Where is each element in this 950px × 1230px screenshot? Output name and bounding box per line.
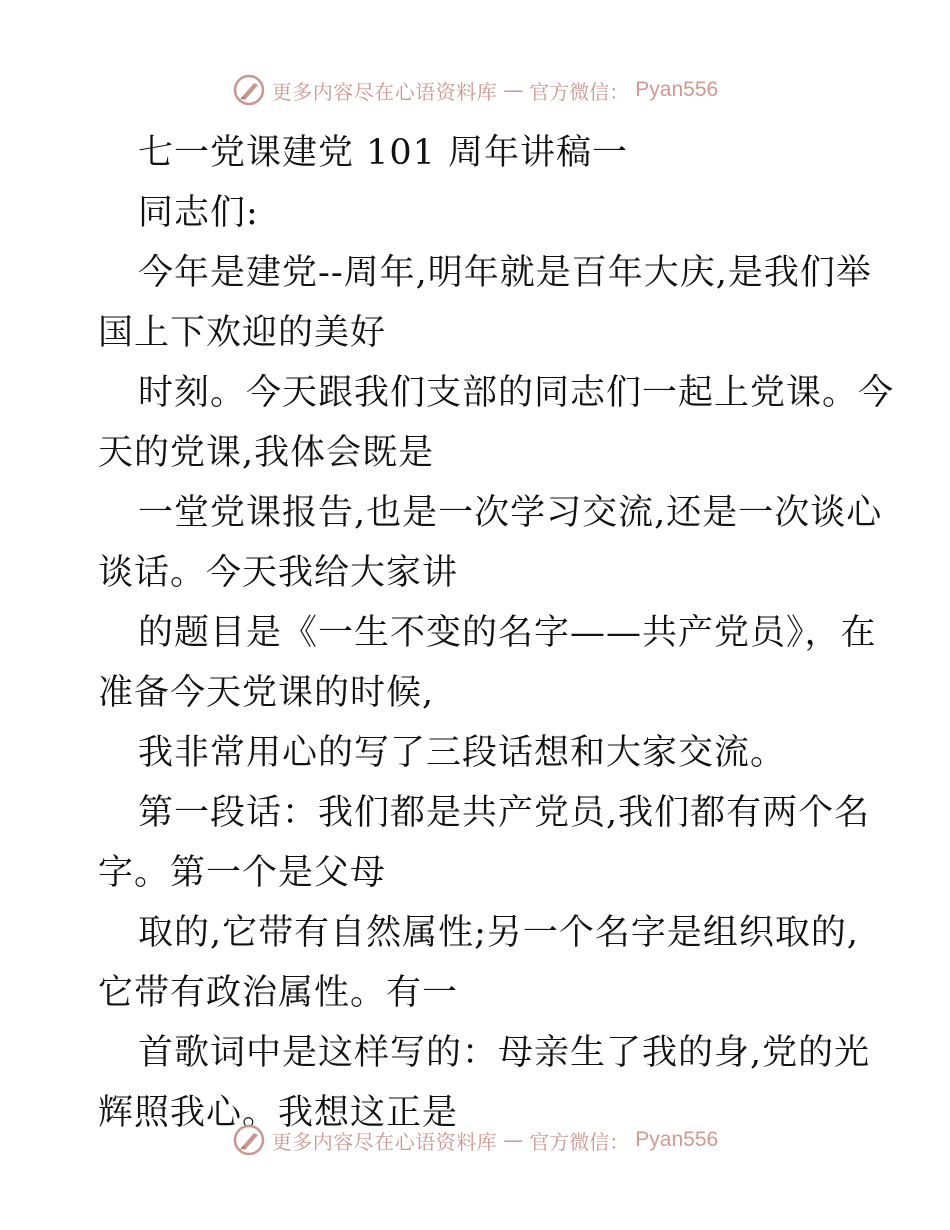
paragraph-line: 首歌词中是这样写的：母亲生了我的身,党的光 [138, 1033, 871, 1073]
paragraph-line: 天的党课,我体会既是 [98, 433, 435, 473]
watermark-wechat-id: Pyan556 [635, 1128, 719, 1151]
watermark-site-text: 更多内容尽在心语资料库 [271, 1129, 498, 1154]
paragraph-line: 字。第一个是父母 [98, 853, 387, 893]
quill-pen-logo-icon [232, 73, 266, 107]
document-title: 七一党课建党 101 周年讲稿一 [138, 133, 629, 173]
footer-watermark [0, 1120, 950, 1160]
quill-pen-logo-icon [232, 1123, 266, 1157]
paragraph-line: 第一段话：我们都是共产党员,我们都有两个名 [138, 793, 871, 833]
paragraph-line: 的题目是《一生不变的名字——共产党员》，在 [138, 613, 877, 653]
paragraph-line: 它带有政治属性。有一 [98, 973, 459, 1013]
watermark-site-text: 更多内容尽在心语资料库 [271, 79, 498, 104]
watermark-official-label: 官方微信： [529, 79, 630, 104]
watermark-separator: — [503, 78, 524, 102]
document-body [98, 123, 895, 1143]
watermark-separator: — [503, 1128, 524, 1152]
salutation: 同志们: [138, 193, 259, 233]
paragraph-line: 时刻。今天跟我们支部的同志们一起上党课。今 [138, 373, 895, 413]
watermark-wechat-id: Pyan556 [635, 78, 719, 101]
paragraph-line: 辉照我心。我想这正是 [98, 1093, 459, 1133]
header-watermark [0, 70, 950, 110]
paragraph-line: 取的,它带有自然属性;另一个名字是组织取的, [138, 913, 860, 953]
paragraph-line: 我非常用心的写了三段话想和大家交流。 [138, 733, 787, 773]
paragraph-line: 国上下欢迎的美好 [98, 313, 387, 353]
paragraph-line: 一堂党课报告,也是一次学习交流,还是一次谈心 [138, 493, 883, 533]
paragraph-line: 今年是建党--周年,明年就是百年大庆,是我们举 [138, 253, 872, 293]
watermark-official-label: 官方微信： [529, 1129, 630, 1154]
paragraph-line: 谈话。今天我给大家讲 [98, 553, 459, 593]
paragraph-line: 准备今天党课的时候, [98, 673, 435, 713]
